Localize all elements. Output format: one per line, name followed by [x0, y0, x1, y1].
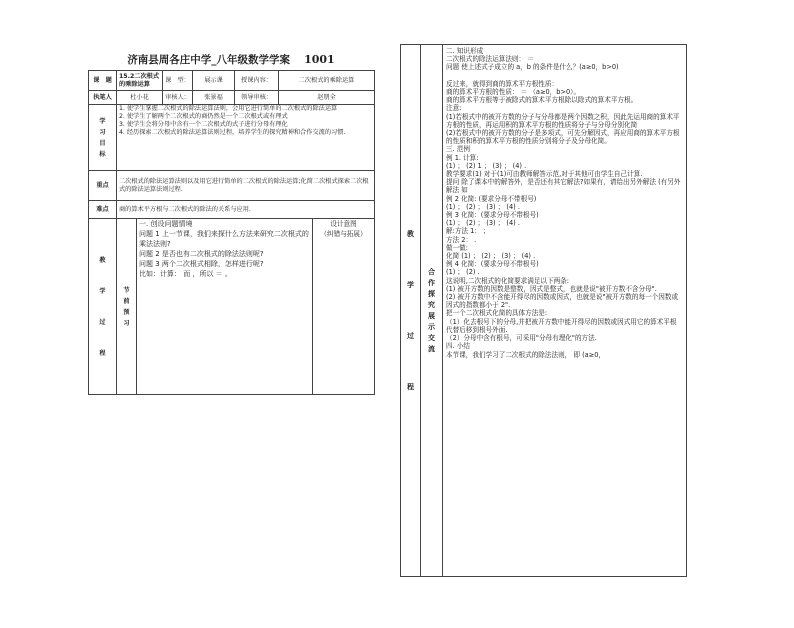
content-line: (1) 被开方数的因数是整数，因式是整式，也就是说"被开方数不含分母". [446, 284, 657, 293]
preview-line: 问题 1 上一节课，我们来探什么方法来研究二次根式的乘法法则? [139, 230, 309, 248]
content-line: 化简 (1) ； (2) ； (3) ； (4) . [446, 252, 536, 261]
content-line: 例 2 化简: (要求分母不带根号) [446, 194, 537, 203]
content-line: 把一个二次根式化简的具体方法是: [446, 309, 548, 318]
content-line: 做一做: [446, 243, 469, 252]
reviewer-value: 张景福 [193, 91, 235, 105]
cooperation-label: 合 作 探 究 展 示 交 流 [421, 45, 443, 577]
section-heading: 三. 范例 [446, 145, 470, 154]
content-line: 本节课，我们学习了二次根式的除法法则， 即 (a≥0， [446, 350, 605, 359]
goal-item: 4. 经历探索二次根式的除法运算法则过程，培养学生的探究精神和合作交流的习惯. [119, 129, 346, 136]
content-line: 问题 使上述式子成立的 a，b 的条件是什么？(a≥0，b>0) [446, 63, 619, 72]
content-line: (2)若根式中的被开方数的分子是多项式，可先分解因式，再应用商的算术平方根的性质和积的算术平方根的性质分别将分子及分母化简。 [446, 129, 680, 146]
content-line: 注意: [446, 104, 462, 113]
topic-value: 15.2二次根式的乘除运算 [117, 71, 163, 91]
key-points-label: 重点 [89, 171, 117, 201]
content-line: 教学要求(1) 对于(1)可由教师解答示范,对于其他可由学生自己计算. [446, 170, 643, 179]
content-line: 例 4 化简：(要求分母不带根号) [446, 260, 539, 269]
preview-line: 问题 2 是否也有二次根式的除法法则呢? [139, 250, 264, 258]
content-label: 授课内容： [235, 71, 279, 91]
author-label: 执笔人 [89, 91, 117, 105]
preview-line: 一. 创设问题情境 [139, 220, 193, 228]
right-page [400, 44, 686, 577]
content-line: 提问 除了课本中的解答外，是否还有其它解法?如果有，请给出另外解法 (有另外解法 如 [446, 178, 681, 195]
content-line: 反过来，就得到商的算术平方根性质： [446, 79, 559, 88]
process-content [443, 45, 687, 577]
content-line: 方法 2： . [446, 235, 477, 244]
section-heading: 二. 知识形成 [446, 47, 484, 55]
content-line: (1) ； (2) ； (3) ； (4) . [446, 202, 520, 211]
blank-line [446, 72, 683, 80]
reviewer-label: 审核人： [163, 91, 193, 105]
goal-item: 1. 使学生掌握二次根式的除法运算法则，会用它进行简单的二次根式的除法运算 [119, 105, 338, 112]
content-value: 二次根式的乘除运算 [279, 71, 375, 91]
goals-label: 学 习 目 标 [89, 105, 117, 171]
preview-line: 问题 3 两个二次根式相除，怎样进行呢? [139, 260, 264, 268]
goals-content [117, 105, 375, 171]
content-line: 商的算术平方根的性质： ＝ （a≥0，b>0）。 [446, 88, 581, 96]
type-value: 展示课 [193, 71, 235, 91]
content-line: 商的算术平方根等于被除式的算术平方根除以除式的算术平方根。 [446, 96, 638, 105]
design-intent-title: 设计意图 [330, 220, 357, 228]
goal-item: 3. 使学生会将分母中含有一个二次根式的式子进行分母有理化 [119, 121, 288, 128]
difficulties-label: 难点 [89, 201, 117, 219]
page-title [88, 50, 374, 70]
leader-label: 领导审核： [235, 91, 279, 105]
content-line: 例 1. 计算: [446, 153, 479, 162]
content-line: (1) ； (2) 1 ； (3) ； (4) . [446, 161, 527, 170]
key-points-text: 二次根式的除法运算法则以及用它进行简单的二次根式的除法运算;化简二次根式探索二次根式的除法运算法则过程. [117, 171, 375, 201]
content-line: (1)若根式中的被开方数的分子与分母都是两个因数之积，因此先运用商的算术平方根的性质，再运用积的算术平方根的性质将分子与分母分别化简 [446, 112, 680, 129]
content-line: 二次根式的除法运算法则： ＝ [446, 55, 534, 64]
lesson-plan-table [88, 70, 375, 395]
type-label: 课 型： [163, 71, 193, 91]
content-line: (1) ； (2) . [446, 268, 480, 277]
design-intent-subtitle: （纠错与拓展） [320, 230, 367, 238]
title-code: 1001 [304, 53, 335, 66]
content-line: (1) ； (2) ； (3) ； (4) . [446, 219, 520, 228]
title-text: 济南县周各庄中学_八年级数学学案 [127, 54, 291, 66]
topic-label: 课 题 [89, 71, 117, 91]
design-intent [313, 219, 375, 395]
content-line: 例 3 化简：(要求分母不带根号) [446, 211, 539, 220]
process-label: 教 学 过 程 [89, 219, 117, 395]
content-line: 解:方法 1： ； [446, 227, 490, 236]
process-label-right: 教 学 过 程 [401, 45, 421, 577]
process-table [400, 44, 687, 577]
author-value: 杜小花 [117, 91, 163, 105]
leader-value: 赵朋全 [279, 91, 375, 105]
preview-line: 比如：计算： 而 ，所以 ＝ 。 [139, 270, 232, 278]
difficulties-text: 商的算术平方根与二次根式的除法的关系与应用. [117, 201, 375, 219]
pre-class-preview-label: 节 前 预 习 [117, 219, 137, 395]
content-line: 这说明,二次根式的化简要求满足以下两条: [446, 276, 570, 285]
content-line: （2）分母中含有根号，可采用"分母有理化"的方法. [446, 334, 597, 343]
section-heading: 四. 小结 [446, 342, 470, 351]
preview-content [137, 219, 313, 395]
content-line: (2) 被开方数中不含能开得尽的因数或因式，也就是说"被开方数的每一个因数或因式的指数都小于 2". [446, 293, 679, 310]
left-page [88, 40, 374, 395]
goal-item: 2. 使学生了解两个二次根式的商仍然是一个二次根式或有理式 [119, 113, 288, 120]
content-line: （1）化去根号下的分母,并把被开方数中能开得尽的因数或因式用它的算术平根代替后移到根号外面. [446, 317, 677, 334]
